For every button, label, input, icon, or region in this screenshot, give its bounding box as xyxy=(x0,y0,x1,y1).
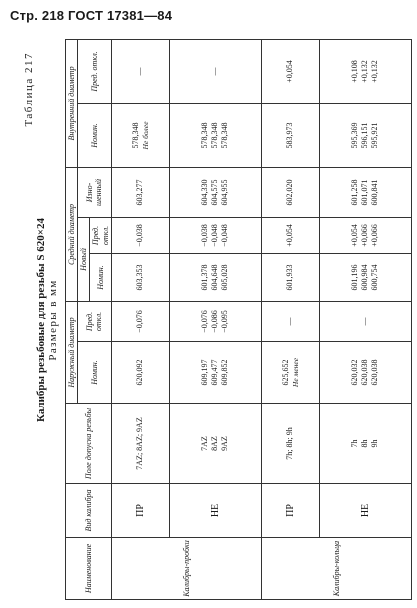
mid-nom-cell-value: 600,984 xyxy=(360,264,370,291)
outer-nom-cell xyxy=(319,342,411,404)
outer-dev-cell xyxy=(169,301,261,341)
worn-cell xyxy=(261,167,319,217)
worn-cell-value: 601,071 xyxy=(360,179,370,206)
outer-dev-cell xyxy=(111,301,169,341)
outer-dev-cell xyxy=(261,301,319,341)
outer-nom-cell xyxy=(169,342,261,404)
mid-nom-cell-value: 601,378 xyxy=(200,264,210,291)
inner-nom-header: Номин. xyxy=(78,103,112,167)
table-number: Таблица 217 xyxy=(23,52,35,127)
outer-header: Наружный диаметр xyxy=(66,301,78,403)
inner-dev-cell-value: +0,132 xyxy=(370,60,380,83)
mid-dev-cell-value: −0,038 xyxy=(200,224,210,247)
inner-header: Внутренний диаметр xyxy=(66,39,78,167)
inner-nom-cell-value: 578,348 xyxy=(200,122,210,149)
inner-dev-cell-value: +0,054 xyxy=(285,60,295,83)
worn-cell-value: 600,841 xyxy=(370,179,380,206)
outer-dev-cell-value: — xyxy=(285,317,295,326)
mid-dev-cell-value: −0,048 xyxy=(210,224,220,247)
inner-dev-cell xyxy=(261,39,319,103)
mid-dev-cell xyxy=(169,217,261,253)
inner-nom-cell xyxy=(319,103,411,167)
outer-nom-header: Номин. xyxy=(78,342,112,404)
mid-nom-cell-value: 601,196 xyxy=(350,264,360,291)
mid-dev-cell-value: +0,066 xyxy=(360,224,370,247)
mid-dev-cell-value: −0,048 xyxy=(220,224,230,247)
inner-nom-cell xyxy=(261,103,319,167)
outer-nom-cell xyxy=(111,342,169,404)
mid-nom-cell xyxy=(319,253,411,301)
group-name-cell: Калибры-пробки xyxy=(111,538,261,600)
worn-cell xyxy=(169,167,261,217)
worn-cell-value: 601,258 xyxy=(350,179,360,206)
kind-cell: ПР xyxy=(111,484,169,538)
table-row xyxy=(261,39,319,599)
inner-nom-cell xyxy=(169,103,261,167)
outer-nom-cell-value: 609,477 xyxy=(210,359,220,386)
mid-nom-cell-value: 601,933 xyxy=(285,264,295,291)
inner-nom-cell-value: 578,348 xyxy=(210,122,220,149)
outer-dev-cell-value: −0,076 xyxy=(135,310,145,333)
mid-dev-cell-value: −0,038 xyxy=(135,224,145,247)
tolerance-cell-value: 7AZ xyxy=(200,436,210,451)
group-name-cell: Калибры-кольца xyxy=(261,538,411,600)
table-body xyxy=(111,39,411,599)
mid-nom-cell-value: 605,028 xyxy=(220,264,230,291)
kind-cell: ПР xyxy=(261,484,319,538)
gauge-table xyxy=(65,39,412,600)
mid-nom-header: Номин. xyxy=(90,253,111,301)
outer-dev-cell-value: −0,095 xyxy=(220,310,230,333)
tolerance-cell-value: 8AZ xyxy=(210,436,220,451)
outer-dev-header: Пред. откл. xyxy=(78,301,112,341)
mid-dev-cell xyxy=(261,217,319,253)
page-header: Стр. 218 ГОСТ 17381—84 xyxy=(10,8,173,23)
inner-dev-header: Пред. откл. xyxy=(78,39,112,103)
inner-dev-cell xyxy=(111,39,169,103)
mid-dev-header: Пред. откл. xyxy=(90,217,111,253)
inner-nom-cell-value: 583,973 xyxy=(285,122,295,149)
kind-header: Вид калибра xyxy=(66,484,112,538)
table-row xyxy=(169,39,261,599)
tolerance-cell xyxy=(261,404,319,484)
tolerance-cell-value: 7h xyxy=(350,439,360,448)
note-min: Не менее xyxy=(290,357,300,388)
tolerance-cell-value: 7AZ; 8AZ; 9AZ xyxy=(135,417,145,470)
inner-dev-cell xyxy=(169,39,261,103)
inner-nom-cell xyxy=(111,103,169,167)
inner-nom-cell-value: 578,348 xyxy=(130,122,140,149)
name-header: Наименование xyxy=(66,538,112,600)
rotated-table-block xyxy=(23,40,411,600)
tolerance-cell-value: 9h xyxy=(370,439,380,448)
mid-dev-cell-value: +0,054 xyxy=(285,224,295,247)
table-row xyxy=(111,39,169,599)
worn-cell-value: 602,020 xyxy=(285,179,295,206)
mid-nom-cell xyxy=(169,253,261,301)
outer-dev-cell-value: −0,086 xyxy=(210,310,220,333)
inner-dev-cell-value: — xyxy=(210,67,220,76)
inner-nom-cell-value: 578,348 xyxy=(220,122,230,149)
inner-dev-cell-value: +0,132 xyxy=(360,60,370,83)
outer-dev-cell-value: — xyxy=(360,317,370,326)
outer-nom-cell xyxy=(261,342,319,404)
tolerance-cell-value: 8h xyxy=(360,439,370,448)
inner-nom-cell-value: 595,921 xyxy=(370,122,380,149)
tolerance-cell xyxy=(319,404,411,484)
inner-dev-cell-value: +0,108 xyxy=(350,60,360,83)
mid-dev-cell-value: +0,066 xyxy=(370,224,380,247)
outer-nom-cell-value: 620,092 xyxy=(135,359,145,386)
outer-nom-cell-value: 625,652 xyxy=(280,359,290,386)
table-subtitle: Размеры в мм xyxy=(47,279,59,361)
tolerance-cell xyxy=(111,404,169,484)
table-row xyxy=(319,39,411,599)
inner-nom-cell-value: 595,369 xyxy=(350,122,360,149)
mid-dev-cell-value: +0,054 xyxy=(350,224,360,247)
outer-dev-cell xyxy=(319,301,411,341)
mid-nom-cell xyxy=(261,253,319,301)
tolerance-cell-value: 7h; 8h; 9h xyxy=(285,427,295,460)
mid-nom-cell-value: 600,754 xyxy=(370,264,380,291)
table-title: Калибры резьбовые для резьбы S 620×24 xyxy=(35,217,47,423)
kind-cell: НЕ xyxy=(169,484,261,538)
note-max: Не более xyxy=(140,121,150,150)
worn-cell xyxy=(319,167,411,217)
tolerance-cell-value: 9AZ xyxy=(220,436,230,451)
middle-header: Средний диаметр xyxy=(66,167,78,301)
kind-cell: НЕ xyxy=(319,484,411,538)
outer-dev-cell-value: −0,076 xyxy=(200,310,210,333)
mid-nom-cell-value: 603,353 xyxy=(135,264,145,291)
outer-nom-cell-value: 620,032 xyxy=(350,359,360,386)
tolerance-cell xyxy=(169,404,261,484)
outer-nom-cell-value: 609,852 xyxy=(220,359,230,386)
worn-cell-value: 604,330 xyxy=(200,179,210,206)
mid-dev-cell xyxy=(319,217,411,253)
mid-nom-cell xyxy=(111,253,169,301)
tolerance-header: Поле допуска резьбы xyxy=(66,404,112,484)
worn-cell-value: 603,277 xyxy=(135,179,145,206)
mid-dev-cell xyxy=(111,217,169,253)
new-header: Новый xyxy=(78,217,90,301)
worn-cell-value: 604,575 xyxy=(210,179,220,206)
outer-nom-cell-value: 609,197 xyxy=(200,359,210,386)
worn-cell-value: 604,955 xyxy=(220,179,230,206)
worn-cell xyxy=(111,167,169,217)
inner-nom-cell-value: 596,151 xyxy=(360,122,370,149)
outer-nom-cell-value: 620,038 xyxy=(370,359,380,386)
inner-dev-cell xyxy=(319,39,411,103)
mid-nom-cell-value: 604,648 xyxy=(210,264,220,291)
inner-dev-cell-value: — xyxy=(135,67,145,76)
worn-header: Изно-шенный xyxy=(78,167,112,217)
outer-nom-cell-value: 620,038 xyxy=(360,359,370,386)
